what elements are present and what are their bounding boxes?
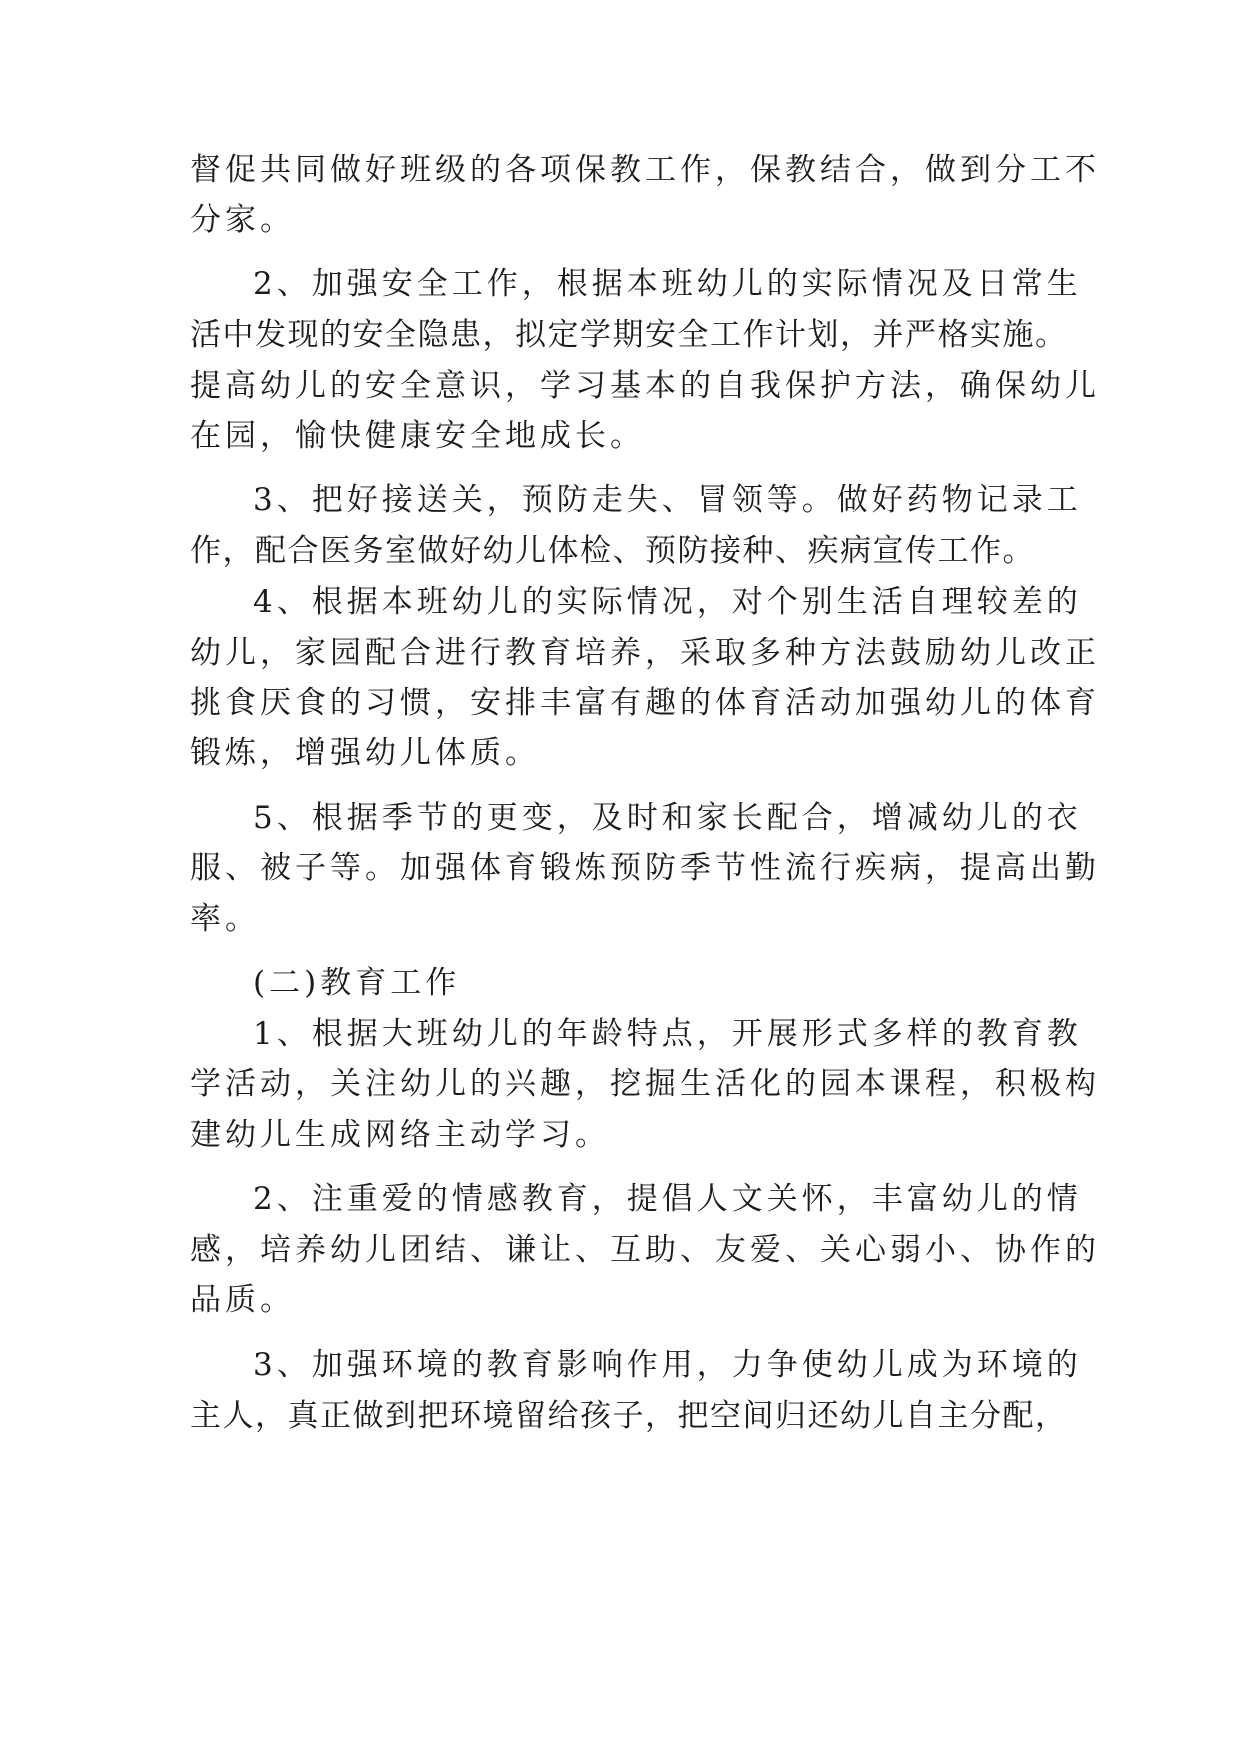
paragraph-first-line: 2、加强安全工作，根据本班幼儿的实际情况及日常生 (253, 266, 1082, 302)
text-line: 学活动，关注幼儿的兴趣，挖掘生活化的园本课程，积极构 (190, 1066, 1100, 1102)
text-line: 服、被子等。加强体育锻炼预防季节性流行疾病，提高出勤 (190, 850, 1100, 886)
text-line: 作，配合医务室做好幼儿体检、预防接种、疾病宣传工作。 (190, 533, 1035, 569)
text-line: 率。 (190, 901, 260, 937)
text-line: 在园，愉快健康安全地成长。 (190, 418, 645, 454)
text-line: 挑食厌食的习惯，安排丰富有趣的体育活动加强幼儿的体育 (190, 685, 1100, 721)
section-heading: (二)教育工作 (253, 965, 461, 1001)
text-line: 督促共同做好班级的各项保教工作，保教结合，做到分工不 (190, 152, 1100, 188)
paragraph-first-line: 3、把好接送关，预防走失、冒领等。做好药物记录工 (253, 482, 1082, 518)
paragraph-first-line: 4、根据本班幼儿的实际情况，对个别生活自理较差的 (253, 584, 1082, 620)
text-line: 分家。 (190, 202, 295, 238)
text-line: 主人，真正做到把环境留给孩子，把空间归还幼儿自主分配， (190, 1398, 1068, 1434)
text-line: 提高幼儿的安全意识，学习基本的自我保护方法，确保幼儿 (190, 368, 1100, 404)
text-line: 建幼儿生成网络主动学习。 (190, 1117, 610, 1153)
paragraph-first-line: 3、加强环境的教育影响作用，力争使幼儿成为环境的 (253, 1347, 1082, 1383)
text-line: 活中发现的安全隐患，拟定学期安全工作计划，并严格实施。 (190, 317, 1068, 353)
text-line: 锻炼，增强幼儿体质。 (190, 735, 540, 771)
text-line: 幼儿，家园配合进行教育培养，采取多种方法鼓励幼儿改正 (190, 635, 1100, 671)
text-line: 感，培养幼儿团结、谦让、互助、友爱、关心弱小、协作的 (190, 1232, 1100, 1268)
paragraph-first-line: 1、根据大班幼儿的年龄特点，开展形式多样的教育教 (253, 1016, 1082, 1052)
text-line: 品质。 (190, 1282, 295, 1318)
paragraph-first-line: 5、根据季节的更变，及时和家长配合，增减幼儿的衣 (253, 800, 1082, 836)
paragraph-first-line: 2、注重爱的情感教育，提倡人文关怀，丰富幼儿的情 (253, 1181, 1082, 1217)
